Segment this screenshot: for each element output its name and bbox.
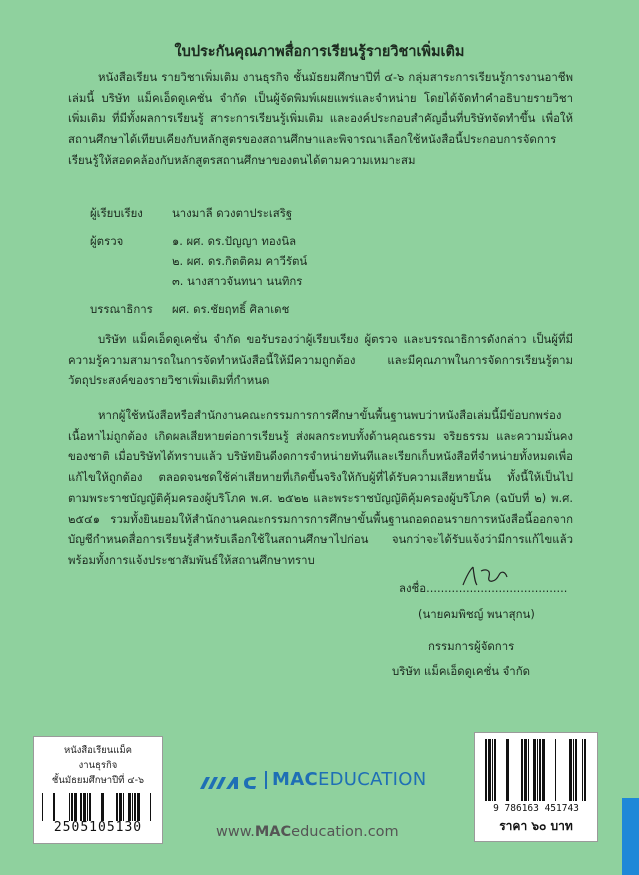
warranty-paragraph: หากผู้ใช้หนังสือหรือสำนักงานคณะกรรมการการศึกษาขั้นพื้นฐานพบว่าหนังสือเล่มนี้มีข้อบกพร่อง เนื้อหาไม่ถูกต้อง เกิดผลเสียหายต่อการเรียนรู้ ส่งผลกระทบทั้งด้านคุณธรรม จริยธรรม และความมั่นคงของชาติ เมื่อบริษัทได้ทราบแล้ว บริษัทยินดีงดการจำหน่ายทันทีและเรียกเก็บหนังสือที่จำหน่ายทั้งหมดเพื่อแก้ไขให้ถูกต้อง ตลอดจนชดใช้ค่าเสียหายที่เกิดขึ้นจริงให้กับผู้ที่ได้รับความเสียหายนั้น ทั้งนี้ให้เป็นไปตามพระราชบัญญัติคุ้มครองผู้บริโภค พ.ศ. ๒๕๒๒ และพระราชบัญญัติคุ้มครองผู้บริโภค (ฉบับที่ ๒) พ.ศ. ๒๕๔๑ รวมทั้งยินยอมให้สำนักงานคณะกรรมการการศึกษาขั้นพื้นฐานถอดถอนรายการหนังสือนี้ออกจากบัญชีกำหนดสื่อการเรียนรู้สำหรับเลือกใช้ในสถานศึกษาไปก่อน จนกว่าจะได้รับแจ้งว่ามีการแก้ไขแล้ว พร้อมทั้งการแจ้งประชาสัมพันธ์ให้สถานศึกษาทราบ: [68, 408, 573, 567]
book-label-line2: งานธุรกิจ: [78, 760, 118, 771]
barcode-bar: [542, 739, 545, 801]
reviewer-1: ๑. ผศ. ดร.ปัญญา ทองนิล: [172, 234, 297, 248]
reviewer-3: ๓. นางสาวจันทนา นนทิกร: [172, 274, 303, 288]
intro-paragraph: หนังสือเรียน รายวิชาเพิ่มเติม งานธุรกิจ ชั้นมัธยมศึกษาปีที่ ๔-๖ กลุ่มสาระการเรียนรู้การงานอาชีพ เล่มนี้ บริษัท แม็คเอ็ดดูเคชั่น จำกัด เป็นผู้จัดพิมพ์เผยแพร่และจำหน่าย โดยได้จัดทำคำอธิบายรายวิชาเพิ่มเติม ที่มีทั้งผลการเรียนรู้ สาระการเรียนรู้เพิ่มเติม และองค์ประกอบสำคัญอื่นที่บริษัทจัดทำขึ้น เพื่อให้สถานศึกษาได้เทียบเคียงกับหลักสูตรของสถานศึกษาและพิจารณาเลือกใช้หนังสือนี้ประกอบการจัดการเรียนรู้ให้สอดคล้องกับหลักสูตรสถานศึกษาของตนได้ตามความเหมาะสม: [68, 70, 573, 167]
author-label: ผู้เรียบเรียง: [90, 206, 143, 220]
book-label-line3: ชั้นมัธยมศึกษาปีที่ ๔-๖: [51, 775, 145, 786]
signer-title: กรรมการผู้จัดการ: [428, 639, 515, 653]
price-label: ราคา ๖๐ บาท: [499, 819, 573, 833]
barcode-bar: [116, 793, 118, 821]
barcode-bar: [134, 793, 136, 821]
barcode-bar: [71, 793, 73, 821]
website-url: [216, 824, 399, 840]
barcode-bar: [53, 793, 55, 821]
barcode-bar: [528, 739, 529, 801]
barcode-bar: [89, 793, 91, 821]
isbn-sticker: [474, 732, 598, 842]
barcode-bar: [83, 793, 86, 821]
website-suffix: education.com: [291, 824, 399, 840]
brand-name: [272, 769, 426, 790]
logo-separator: [265, 771, 267, 789]
barcode-bar: [150, 793, 151, 821]
barcode-bar: [569, 739, 572, 801]
barcode-bar: [488, 739, 491, 801]
book-code-barcode: [42, 793, 154, 821]
side-color-tab: [622, 798, 639, 875]
barcode-bar: [575, 739, 577, 801]
barcode-bar: [42, 793, 43, 821]
barcode-bar: [492, 739, 493, 801]
barcode-bar: [101, 793, 104, 821]
book-label-sticker: [33, 736, 163, 844]
barcode-bar: [506, 739, 509, 801]
signer-name: (นายคมพิชญ์ พนาสุกน): [418, 607, 535, 621]
barcode-bar: [80, 793, 82, 821]
author-name: นางมาลี ดวงตาประเสริฐ: [172, 206, 293, 220]
book-label-line1: หนังสือเรียนแม็ค: [63, 745, 133, 756]
certificate-title: ใบประกันคุณภาพสื่อการเรียนรู้รายวิชาเพิ่มเติม: [174, 44, 465, 60]
barcode-bar: [74, 793, 77, 821]
barcode-bar: [87, 793, 88, 821]
barcode-bar: [485, 739, 487, 801]
barcode-bar: [537, 739, 538, 801]
handwritten-signature: [455, 565, 525, 589]
barcode-bar: [123, 793, 124, 821]
sign-line: ลงชื่อ.......................................: [399, 581, 568, 595]
barcode-bar: [132, 793, 133, 821]
mac-logo-icon: [200, 771, 262, 793]
barcode-bar: [137, 793, 140, 821]
barcode-bar: [539, 739, 541, 801]
barcode-bar: [582, 739, 583, 801]
signer-company: บริษัท แม็คเอ็ดดูเคชั่น จำกัด: [392, 664, 531, 678]
barcode-bar: [533, 739, 536, 801]
book-code: 2505105130: [53, 820, 143, 835]
barcode-bar: [69, 793, 70, 821]
barcode-bar: [494, 739, 496, 801]
website-brand: MAC: [254, 824, 292, 840]
barcode-bar: [584, 739, 586, 801]
editor-name: ผศ. ดร.ชัยฤทธิ์ ศิลาเดช: [172, 302, 290, 316]
barcode-bar: [573, 739, 574, 801]
isbn-number: 9 786163 451743: [493, 803, 579, 814]
barcode-bar: [128, 793, 131, 821]
isbn-barcode: [483, 739, 589, 801]
assurance-paragraph: บริษัท แม็คเอ็ดดูเคชั่น จำกัด ขอรับรองว่าผู้เรียบเรียง ผู้ตรวจ และบรรณาธิการดังกล่าว เป็นผู้ที่มีความรู้ความสามารถในการจัดทำหนังสือนี้ให้มีความถูกต้อง และมีคุณภาพในการจัดการเรียนรู้ตามวัตถุประสงค์ของรายวิชาเพิ่มเติมที่กำหนด: [68, 332, 573, 388]
brand-name-bold: MAC: [272, 769, 318, 790]
barcode-bar: [119, 793, 122, 821]
reviewer-label: ผู้ตรวจ: [90, 234, 124, 248]
brand-name-rest: EDUCATION: [317, 769, 427, 790]
barcode-bar: [521, 739, 523, 801]
barcode-bar: [524, 739, 527, 801]
reviewer-2: ๒. ผศ. ดร.กิตติคม คาวีรัตน์: [172, 254, 308, 268]
barcode-bar: [555, 739, 556, 801]
editor-label: บรรณาธิการ: [90, 302, 153, 316]
website-prefix: www.: [216, 824, 255, 840]
